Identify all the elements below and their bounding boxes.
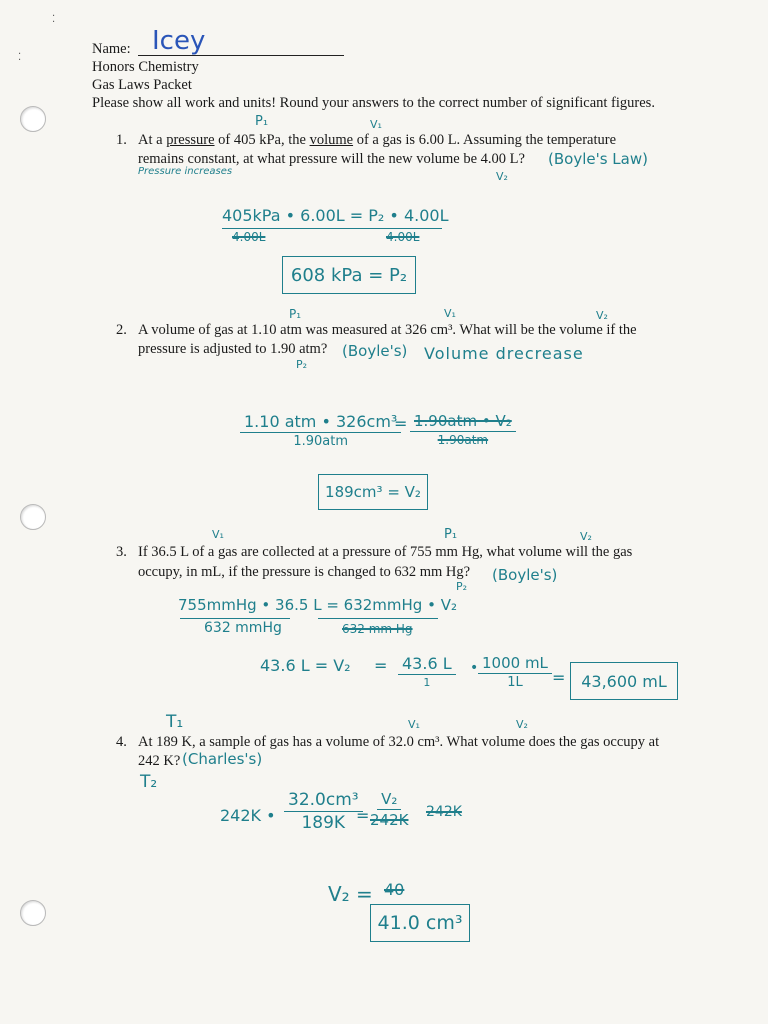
q2-note: Volume drecrease <box>424 344 584 363</box>
margin-mark: ⁚ <box>52 14 56 25</box>
q1-note: Pressure increases <box>138 166 233 177</box>
q3-label-v1: V₁ <box>212 528 224 541</box>
q4-equals: = <box>356 806 370 825</box>
q2-fraction-right: 1.90atm • V₂ 1.90atm <box>410 412 516 447</box>
q4-answer-box: 41.0 cm³ <box>370 904 470 942</box>
q3-fraction-bar-left <box>180 618 290 619</box>
q4-crossed-value: 40 <box>384 880 405 899</box>
q1-equation: 405kPa • 6.00L = P₂ • 4.00L <box>222 206 449 225</box>
q4-text-line2: 242 K? <box>138 753 181 769</box>
q3-fraction-bar-right <box>318 618 438 619</box>
q1-text-line1: At a pressure of 405 kPa, the volume of a gas is 6.00 L. Assuming the temperature <box>138 132 617 148</box>
q3-conv-equals: = <box>374 656 388 675</box>
q4-multiplier: 242K • <box>220 806 276 825</box>
q1-fraction-bar <box>222 228 442 229</box>
q2-fraction-left: 1.10 atm • 326cm³ 1.90atm <box>240 412 401 449</box>
q1-den-left: 4.00L <box>232 230 266 244</box>
q3-label-p1: P₁ <box>444 527 458 542</box>
margin-mark: ⁚ <box>18 52 22 63</box>
q1-number: 1. <box>116 132 127 148</box>
packet-title: Gas Laws Packet <box>92 77 192 93</box>
q3-result: 43.6 L = V₂ <box>260 656 351 675</box>
q4-fraction-left: $\frac{\text{32.0cm³}}{189K}$ <box>284 790 363 833</box>
name-label: Name: <box>92 41 131 57</box>
q4-tail: 242K <box>426 804 462 820</box>
q4-label-t1: T₁ <box>166 712 184 732</box>
q3-equation: 755mmHg • 36.5 L = 632mmHg • V₂ <box>178 596 457 614</box>
q1-den-right: 4.00L <box>386 230 420 244</box>
q3-answer-box: 43,600 mL <box>570 662 678 700</box>
q1-label-v1: V₁ <box>370 118 382 131</box>
binder-hole <box>20 106 46 132</box>
q1-label-p1: P₁ <box>255 114 269 129</box>
q2-number: 2. <box>116 322 127 338</box>
q3-law: (Boyle's) <box>492 566 558 584</box>
q2-label-v1: V₁ <box>444 307 456 320</box>
q2-text-line2: pressure is adjusted to 1.90 atm? <box>138 341 328 357</box>
q4-text-line1: At 189 K, a sample of gas has a volume of 32.0 cm³. What volume does the gas occupy at <box>138 734 660 750</box>
q4-fraction-right: $\frac{\text{V₂}}{242K}$ <box>370 790 409 829</box>
student-name: Icey <box>152 26 206 56</box>
q4-result-label: V₂ = <box>328 882 373 906</box>
q1-answer-box: 608 kPa = P₂ <box>282 256 416 294</box>
q4-law: (Charles's) <box>182 750 263 768</box>
q4-label-v1: V₁ <box>408 718 420 731</box>
q3-conv-equals2: = <box>552 668 566 687</box>
q3-den-left: 632 mmHg <box>204 620 282 636</box>
q1-label-v2: V₂ <box>496 170 508 183</box>
q3-conversion-value: 43.6 L 1 <box>398 654 456 689</box>
q4-label-t2: T₂ <box>140 772 158 792</box>
q3-label-p2: P₂ <box>456 580 468 593</box>
q3-conversion-factor: $\frac{1000 mL}{1L}$ <box>478 654 552 690</box>
instructions: Please show all work and units! Round your answers to the correct number of significant figures. <box>92 95 655 111</box>
q2-answer-box: 189cm³ = V₂ <box>318 474 428 510</box>
q3-text-line2: occupy, in mL, if the pressure is changed to 632 mm Hg? <box>138 564 471 580</box>
course-title: Honors Chemistry <box>92 59 199 75</box>
q3-number: 3. <box>116 544 127 560</box>
q3-text-line1: If 36.5 L of a gas are collected at a pressure of 755 mm Hg, what volume will the gas <box>138 544 633 560</box>
q1-law: (Boyle's Law) <box>548 150 648 168</box>
q4-number: 4. <box>116 734 127 750</box>
q2-label-p1: P₁ <box>289 307 302 321</box>
q3-den-right: 632 mm Hg <box>342 622 413 636</box>
q2-label-p2: P₂ <box>296 358 308 371</box>
q2-equals: = <box>394 414 408 433</box>
q3-label-v2: V₂ <box>580 530 592 543</box>
q2-label-v2: V₂ <box>596 309 608 322</box>
binder-hole <box>20 900 46 926</box>
q3-conv-dot: • <box>470 660 479 676</box>
q2-text-line1: A volume of gas at 1.10 atm was measured at 326 cm³. What will be the volume if the <box>138 322 637 338</box>
binder-hole <box>20 504 46 530</box>
q2-law: (Boyle's) <box>342 342 408 360</box>
q4-label-v2: V₂ <box>516 718 528 731</box>
q1-text-line2: remains constant, at what pressure will the new volume be 4.00 L? <box>138 151 525 167</box>
